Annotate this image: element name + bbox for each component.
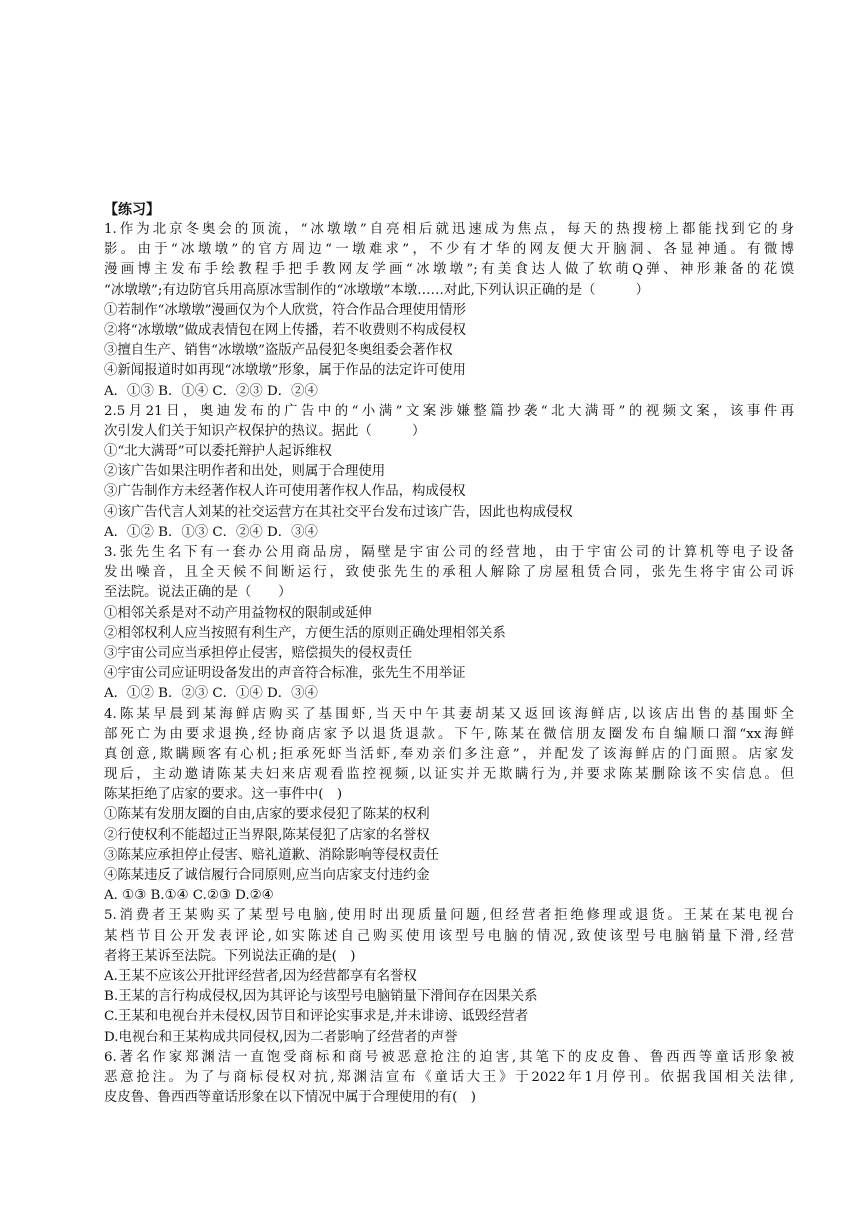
option-line: ③陈某应承担停止侵害、赔礼道歉、消除影响等侵权责任 — [104, 847, 439, 863]
answer-choices: A．①② B．②③ C．①④ D．③④ — [104, 686, 318, 702]
section-title: 【练习】 — [104, 202, 160, 218]
question-stem-line: 5.消费者王某购买了某型号电脑,使用时出现质量问题,但经营者拒绝修理或退货。王某在某电视台 — [104, 908, 794, 924]
option-line: ②该广告如果注明作者和出处，则属于合理使用 — [104, 464, 386, 480]
option-line: D.电视台和王某构成共同侵权,因为二者影响了经营者的声誉 — [104, 1029, 458, 1045]
option-line: ①陈某有发朋友圈的自由,店家的要求侵犯了陈某的权利 — [104, 807, 430, 823]
question-stem-line: 至法院。说法正确的是（ ） — [104, 585, 292, 601]
question-stem-line: 发出噪音，且全天候不间断运行，致使张先生的承租人解除了房屋租赁合同，张先生将宇宙公司诉 — [104, 565, 794, 581]
option-line: ①若制作“冰墩墩”漫画仅为个人欣赏，符合作品合理使用情形 — [104, 302, 466, 318]
question-stem-line: 陈某拒绝了店家的要求。这一事件中( ) — [104, 787, 343, 803]
option-line: ④该广告代言人刘某的社交运营方在其社交平台发布过该广告，因此也构成侵权 — [104, 504, 573, 520]
question-stem-line: 者将王某诉至法院。下列说法正确的是( ) — [104, 948, 356, 964]
document-page — [104, 200, 794, 1108]
question-stem-line: 1.作为北京冬奥会的顶流，“冰墩墩”自亮相后就迅速成为焦点，每天的热搜榜上都能找到它的身 — [104, 222, 794, 237]
answer-choices: A. ①③ B.①④ C.②③ D.②④ — [104, 888, 274, 904]
question-2 — [104, 402, 794, 543]
question-stem-line: 漫画博主发布手绘教程手把手教网友学画“冰墩墩”;有美食达人做了软萌Q弹、神形兼备的花馍 — [104, 262, 794, 278]
option-line: ③擅自生产、销售“冰墩墩”盗版产品侵犯冬奥组委会著作权 — [104, 343, 453, 359]
question-stem-line: 3.张先生名下有一套办公用商品房，隔壁是宇宙公司的经营地，由于宇宙公司的计算机等电子设备 — [104, 545, 794, 560]
option-line: A.王某不应该公开批评经营者,因为经营都享有名誉权 — [104, 968, 417, 984]
option-line: C.王某和电视台并未侵权,因节目和评论实事求是,并未诽谤、诋毁经营者 — [104, 1009, 529, 1025]
question-stem-line: 影。由于“冰墩墩”的官方周边“一墩难求”，不少有才华的网友便大开脑洞、各显神通。有微博 — [104, 242, 794, 258]
question-stem-line: “冰墩墩”;有边防官兵用高原冰雪制作的“冰墩墩”本墩……对此,下列认识正确的是（ ） — [104, 282, 649, 298]
option-line: ③宇宙公司应当承担停止侵害，赔偿损失的侵权责任 — [104, 645, 412, 661]
question-6 — [104, 1048, 794, 1109]
option-line: ④陈某违反了诚信履行合同原则,应当向店家支付违约金 — [104, 868, 430, 883]
question-stem-line: 某档节目公开发表评论,如实陈述自己购买使用该型号电脑的情况,致使该型号电脑销量下滑,经营 — [104, 928, 794, 944]
question-stem-line: 真创意,欺瞒顾客有心机;拒承死虾当活虾,奉劝亲们多注意”，并配发了该海鲜店的门面照。店家发 — [104, 746, 794, 762]
question-5 — [104, 906, 794, 1047]
question-stem-line: 现后，主动邀请陈某夫妇来店观看监控视频,以证实并无欺瞒行为,并要求陈某删除该不实信息。但 — [104, 767, 794, 783]
question-stem-line: 2.5月21日，奥迪发布的广告中的“小满”文案涉嫌整篇抄袭“北大满哥”的视频文案，该事件再 — [104, 403, 794, 419]
option-line: ①相邻关系是对不动产用益物权的限制或延伸 — [104, 605, 372, 621]
option-line: ②相邻权利人应当按照有利生产，方便生活的原则正确处理相邻关系 — [104, 625, 506, 641]
option-line: B.王某的言行构成侵权,因为其评论与该型号电脑销量下滑间存在因果关系 — [104, 989, 538, 1005]
option-line: ①“北大满哥”可以委托辩护人起诉维权 — [104, 444, 332, 460]
question-stem-line: 恶意抢注。为了与商标侵权对抗,郑渊洁宣布《童话大王》于2022年1月停刊。依据我国相关法律, — [104, 1069, 794, 1085]
question-stem-line: 4.陈某早晨到某海鲜店购买了基围虾,当天中午其妻胡某又返回该海鲜店,以该店出售的基围虾全 — [104, 706, 794, 722]
option-line: ③广告制作方未经著作权人许可使用著作权人作品，构成侵权 — [104, 484, 466, 500]
question-stem-line: 6.著名作家郑渊洁一直饱受商标和商号被恶意抢注的迫害,其笔下的皮皮鲁、鲁西西等童话形象被 — [104, 1049, 794, 1065]
question-4 — [104, 705, 794, 907]
answer-choices: A．①② B．①③ C．②④ D．③④ — [104, 524, 318, 540]
question-stem-line: 部死亡为由要求退换,经协商店家予以退货退款。下午,陈某在微信朋友圈发布自编顺口溜“xx海鲜 — [104, 726, 794, 742]
question-stem-line: 次引发人们关于知识产权保护的热议。据此（ ） — [104, 423, 426, 439]
option-line: ②行使权利不能超过正当界限,陈某侵犯了店家的名誉权 — [104, 827, 430, 843]
option-line: ④新闻报道时如再现“冰墩墩”形象，属于作品的法定许可使用 — [104, 363, 466, 379]
question-stem-line: 皮皮鲁、鲁西西等童话形象在以下情况中属于合理使用的有( ) — [104, 1090, 476, 1106]
question-3 — [104, 543, 794, 705]
option-line: ②将“冰墩墩”做成表情包在网上传播，若不收费则不构成侵权 — [104, 322, 466, 338]
answer-choices: A．①③ B．①④ C．②③ D．②④ — [104, 383, 318, 399]
question-1 — [104, 220, 794, 402]
option-line: ④宇宙公司应证明设备发出的声音符合标准，张先生不用举证 — [104, 666, 466, 682]
